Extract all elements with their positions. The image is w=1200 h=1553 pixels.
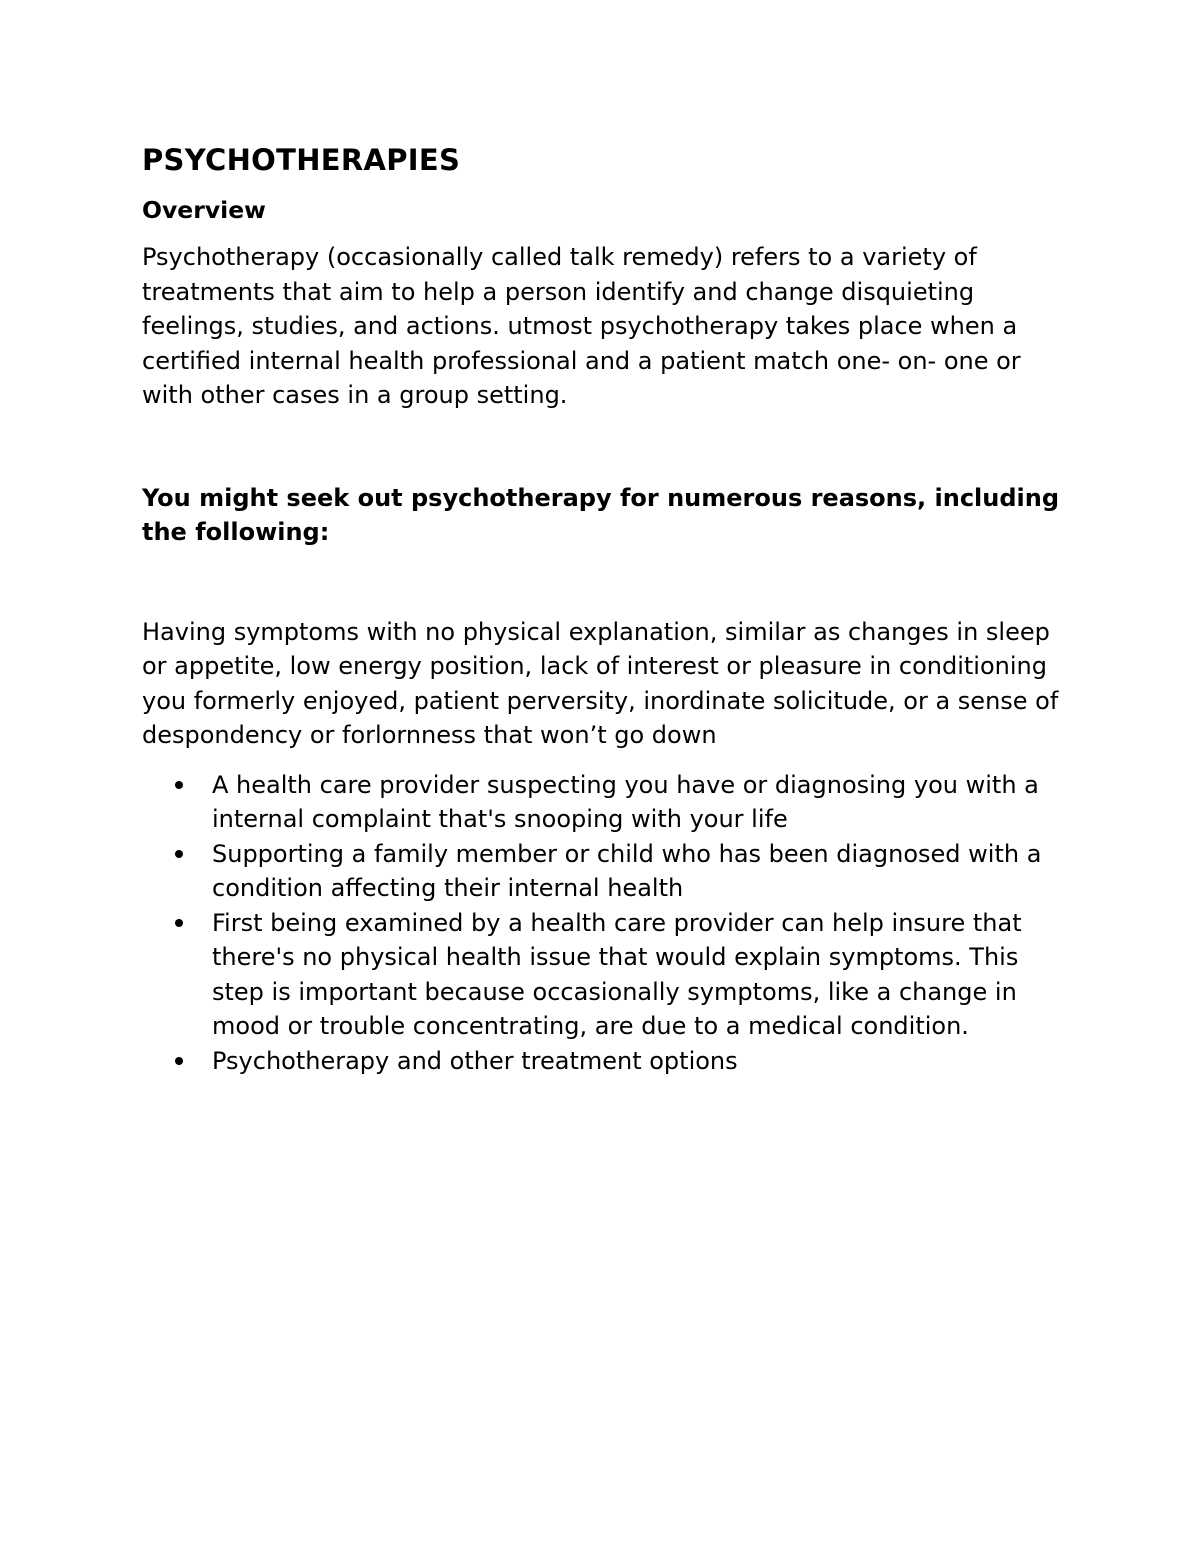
list-item <box>142 768 1062 837</box>
document-body <box>142 140 1062 1078</box>
reasons-list <box>142 768 1062 1079</box>
intro-paragraph: Psychotherapy (occasionally called talk remedy) refers to a variety of treatments that aim to help a person identify and change disquieting feelings, studies, and actions. utmost psychotherapy takes place when a certified internal health professional and a patient match one- on- one or with other cases in a group setting. <box>142 243 1021 409</box>
bullet-icon <box>175 919 183 927</box>
bullet-icon <box>175 1057 183 1065</box>
bullet-icon <box>175 850 183 858</box>
document-title: PSYCHOTHERAPIES <box>142 143 461 177</box>
list-item <box>142 1044 1062 1079</box>
section-heading-overview: Overview <box>142 196 266 224</box>
list-item-text: Psychotherapy and other treatment options <box>212 1046 738 1075</box>
list-item-text: First being examined by a health care provider can help insure that there's no physical health issue that would explain symptoms. This step is important because occasionally symptoms, like a change in mood or trouble concentrating, are due to a medical condition. <box>212 908 1022 1040</box>
list-item <box>142 906 1062 1044</box>
reasons-heading: You might seek out psychotherapy for numerous reasons, including the following: <box>142 483 1060 546</box>
list-item <box>142 837 1062 906</box>
list-item-text: Supporting a family member or child who has been diagnosed with a condition affecting their internal health <box>212 839 1042 902</box>
bullet-icon <box>175 781 183 789</box>
symptoms-paragraph: Having symptoms with no physical explanation, similar as changes in sleep or appetite, low energy position, lack of interest or pleasure in conditioning you formerly enjoyed, patient perversity, inordinate solicitude, or a sense of despondency or forlornness that won’t go down <box>142 617 1059 749</box>
list-item-text: A health care provider suspecting you have or diagnosing you with a internal complaint that's snooping with your life <box>212 770 1039 833</box>
